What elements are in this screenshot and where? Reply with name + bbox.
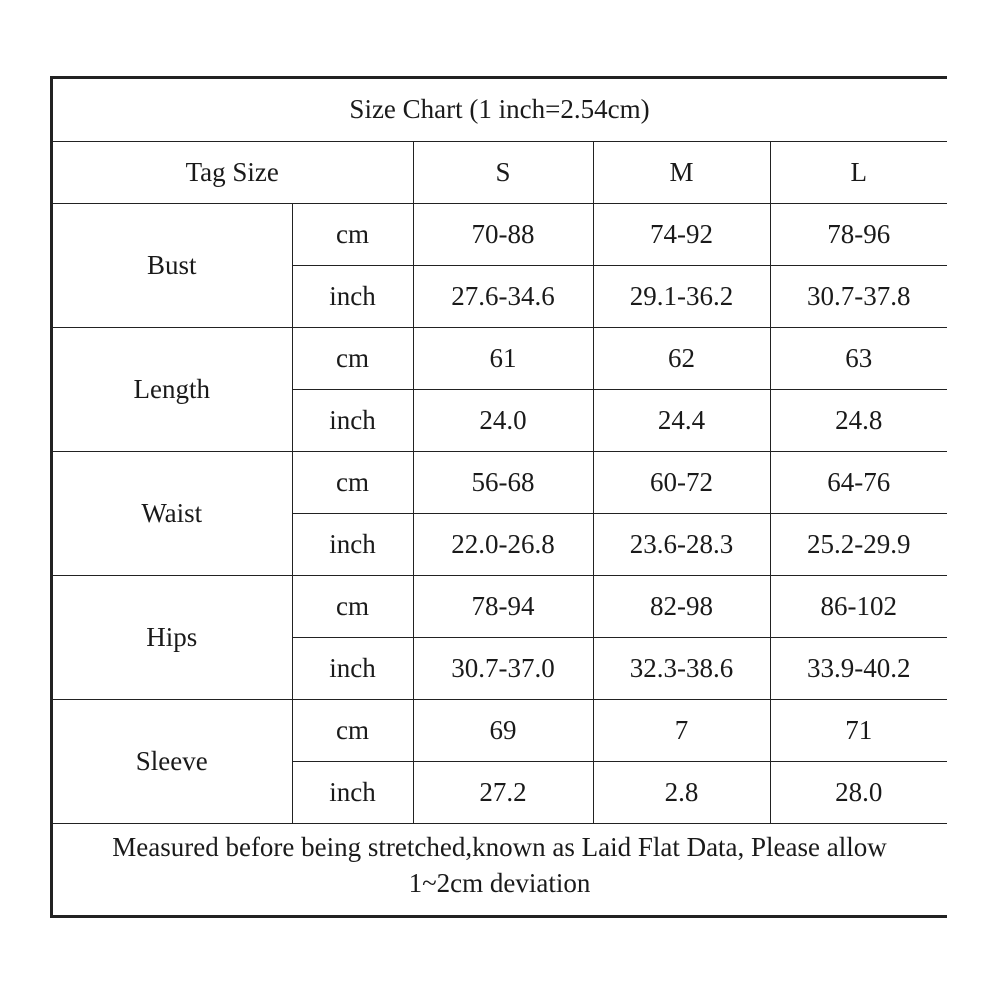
value-cell: 27.6-34.6	[413, 265, 593, 327]
value-cell: 64-76	[770, 451, 947, 513]
header-row	[52, 141, 947, 203]
measurement-name-hips: Hips	[52, 575, 292, 699]
value-cell: 63	[770, 327, 947, 389]
measurement-name-bust: Bust	[52, 203, 292, 327]
value-cell: 78-96	[770, 203, 947, 265]
value-cell: 25.2-29.9	[770, 513, 947, 575]
table-row	[52, 451, 947, 513]
value-cell: 24.4	[593, 389, 770, 451]
table-row	[52, 327, 947, 389]
value-cell: 24.0	[413, 389, 593, 451]
measurement-name-length: Length	[52, 327, 292, 451]
value-cell: 86-102	[770, 575, 947, 637]
size-header-l: L	[770, 141, 947, 203]
chart-title	[52, 78, 947, 141]
size-header-m: M	[593, 141, 770, 203]
table-row	[52, 699, 947, 761]
value-cell: 2.8	[593, 761, 770, 823]
value-cell: 29.1-36.2	[593, 265, 770, 327]
size-chart-table	[52, 78, 947, 911]
unit-cell: inch	[292, 761, 413, 823]
value-cell: 70-88	[413, 203, 593, 265]
value-cell: 71	[770, 699, 947, 761]
value-cell: 24.8	[770, 389, 947, 451]
value-cell: 33.9-40.2	[770, 637, 947, 699]
note-line-1: Measured before being stretched,known as Laid Flat Data, Please allow	[112, 832, 887, 863]
value-cell: 74-92	[593, 203, 770, 265]
value-cell: 61	[413, 327, 593, 389]
unit-cell: cm	[292, 451, 413, 513]
measurement-name-waist: Waist	[52, 451, 292, 575]
unit-cell: inch	[292, 265, 413, 327]
value-cell: 30.7-37.8	[770, 265, 947, 327]
value-cell: 82-98	[593, 575, 770, 637]
table-row	[52, 575, 947, 637]
title-row	[52, 78, 947, 141]
chart-title-text: Size Chart (1 inch=2.54cm)	[349, 93, 650, 124]
unit-cell: cm	[292, 575, 413, 637]
size-chart	[50, 76, 947, 918]
note-line-2: 1~2cm deviation	[408, 868, 591, 899]
value-cell: 23.6-28.3	[593, 513, 770, 575]
value-cell: 30.7-37.0	[413, 637, 593, 699]
unit-cell: cm	[292, 203, 413, 265]
value-cell: 78-94	[413, 575, 593, 637]
value-cell: 7	[593, 699, 770, 761]
value-cell: 22.0-26.8	[413, 513, 593, 575]
unit-cell: inch	[292, 389, 413, 451]
unit-cell: cm	[292, 327, 413, 389]
measurement-note	[52, 823, 947, 911]
value-cell: 56-68	[413, 451, 593, 513]
unit-cell: inch	[292, 637, 413, 699]
table-row	[52, 203, 947, 265]
value-cell: 69	[413, 699, 593, 761]
value-cell: 62	[593, 327, 770, 389]
value-cell: 32.3-38.6	[593, 637, 770, 699]
measurement-name-sleeve: Sleeve	[52, 699, 292, 823]
note-row	[52, 823, 947, 911]
value-cell: 27.2	[413, 761, 593, 823]
size-header-s: S	[413, 141, 593, 203]
value-cell: 60-72	[593, 451, 770, 513]
value-cell: 28.0	[770, 761, 947, 823]
unit-cell: inch	[292, 513, 413, 575]
tag-size-label: Tag Size	[52, 141, 413, 203]
unit-cell: cm	[292, 699, 413, 761]
